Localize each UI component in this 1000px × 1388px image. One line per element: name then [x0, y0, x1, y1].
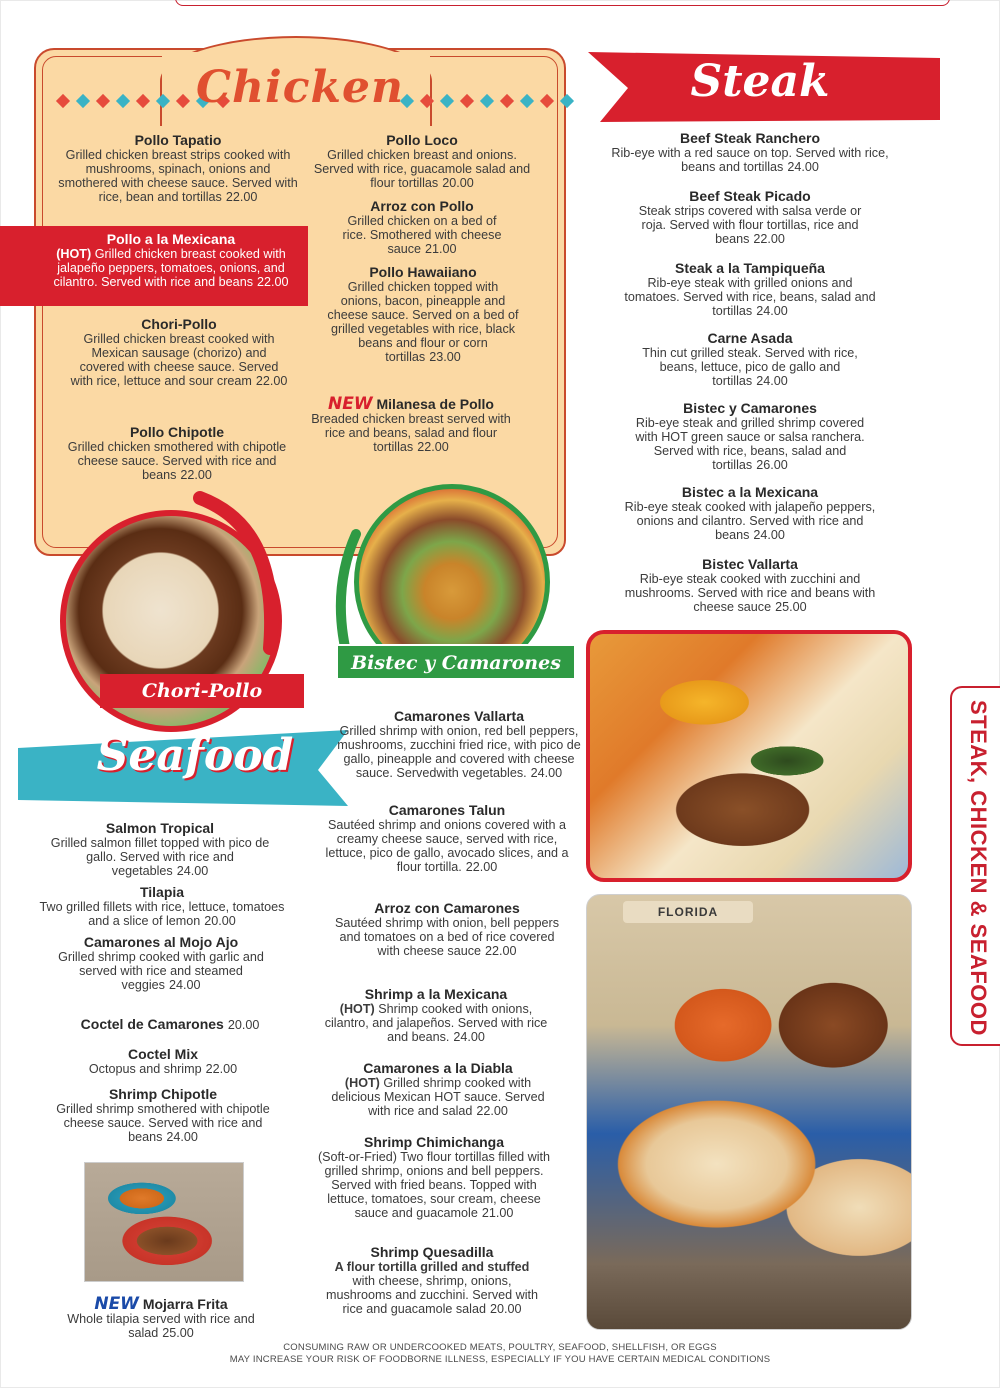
menu-item [50, 820, 270, 878]
item-name: Pollo a la Mexicana [106, 231, 236, 247]
item-price: 26.00 [756, 458, 788, 472]
menu-item [626, 188, 874, 246]
menu-item [334, 708, 584, 780]
item-price: 22.00 [753, 232, 785, 246]
item-desc: Grilled chicken on a bed of rice. Smothered with cheese sauce [342, 214, 502, 256]
menu-item [58, 1046, 268, 1076]
item-price: 21.00 [425, 242, 457, 256]
menu-item [50, 1086, 276, 1144]
item-name: Bistec y Camarones [683, 400, 817, 416]
new-badge: NEW [94, 1294, 139, 1314]
menu-item [56, 934, 266, 992]
item-desc: Grilled shrimp with onion, red bell peppers, mushrooms, zucchini fried rice, with pico de gallo, pineapple and covered with cheese sauce. Servedwith vegetables. [337, 724, 581, 780]
steak-photo [586, 630, 912, 882]
menu-item [626, 400, 874, 472]
item-name: Coctel de Camarones [80, 1016, 224, 1032]
item-name: Pollo Tapatio [134, 132, 222, 148]
item-price: 25.00 [162, 1326, 194, 1340]
item-desc: Grilled chicken breast cooked with Mexican sausage (chorizo) and covered with cheese sauce. Served with rice, lettuce and sour cream [70, 332, 279, 388]
menu-item [62, 424, 292, 482]
item-desc: Grilled shrimp cooked with garlic and served with rice and steamed veggies [58, 950, 264, 992]
item-desc: Rib-eye steak cooked with zucchini and mushrooms. Served with rice and beans with cheese sauce [624, 572, 876, 614]
item-name: NEW Mojarra Frita [94, 1294, 228, 1314]
item-name: Beef Steak Ranchero [679, 130, 821, 146]
item-price: 22.00 [257, 275, 289, 289]
chicken-title: Chicken [196, 62, 404, 113]
new-badge: NEW [328, 394, 373, 414]
menu-item [624, 330, 876, 388]
chori-pollo-label: Chori-Pollo [100, 674, 304, 708]
menu-item [324, 1060, 552, 1118]
item-name: Camarones al Mojo Ajo [83, 934, 239, 950]
item-desc: Thin cut grilled steak. Served with rice, beans, lettuce, pico de gallo and tortillas [642, 346, 858, 388]
item-price: 22.00 [205, 1062, 238, 1076]
disclaimer-line-2: MAY INCREASE YOUR RISK OF FOODBORNE ILLNESS, ESPECIALLY IF YOU HAVE CERTAIN MEDICAL CONDITIONS [229, 1354, 771, 1365]
item-price: 24.00 [756, 304, 788, 318]
item-desc: Steak strips covered with salsa verde or roja. Served with flour tortillas, rice and beans [638, 204, 862, 246]
item-price: 22.00 [476, 1104, 508, 1118]
item-price: 22.00 [225, 190, 258, 204]
menu-item [610, 130, 890, 174]
menu-item [46, 1296, 276, 1340]
item-name: Carne Asada [707, 330, 793, 346]
disclaimer [180, 1342, 820, 1366]
item-desc: Rib-eye steak and grilled shrimp covered with HOT green sauce or salsa ranchera. Served with rice, beans, salad and tortillas [635, 416, 865, 472]
item-name: Beef Steak Picado [689, 188, 811, 204]
item-desc: Rib-eye with a red sauce on top. Served with rice, beans and tortillas [611, 146, 889, 174]
item-name: Shrimp a la Mexicana [364, 986, 508, 1002]
item-desc: Grilled shrimp cooked with delicious Mexican HOT sauce. Served with rice and salad [331, 1076, 545, 1118]
item-name: Pollo Chipotle [129, 424, 225, 440]
item-price: 24.00 [753, 528, 785, 542]
menu-item [44, 231, 298, 289]
item-price: 25.00 [775, 600, 807, 614]
item-desc: with cheese, shrimp, onions, mushrooms and zucchini. Served with rice and guacamole salad [325, 1274, 539, 1316]
item-name: Steak a la Tampiqueña [675, 260, 825, 276]
item-name: Camarones a la Diabla [363, 1060, 513, 1076]
menu-item [340, 198, 504, 256]
disclaimer-line-1: CONSUMING RAW OR UNDERCOOKED MEATS, POULTRY, SEAFOOD, SHELLFISH, OR EGGS [283, 1342, 717, 1353]
item-price: 24.00 [530, 766, 563, 780]
menu-item [312, 132, 532, 190]
item-name: Bistec Vallarta [702, 556, 798, 572]
mojarra-photo [84, 1162, 244, 1282]
top-tab [175, 0, 950, 6]
item-price: 23.00 [429, 350, 461, 364]
menu-item [316, 986, 556, 1044]
item-price: 20.00 [204, 914, 236, 928]
menu-item [50, 1016, 290, 1032]
item-desc: Rib-eye steak with grilled onions and tomatoes. Served with rice, beans, salad and tortillas [624, 276, 876, 318]
tacos-photo [586, 894, 912, 1330]
red-chili-decoration [190, 488, 300, 658]
menu-item [620, 484, 880, 542]
section-tab-label: STEAK, CHICKEN & SEAFOOD [966, 700, 991, 1036]
item-price: 24.00 [787, 160, 819, 174]
item-name: Pollo Hawaiiano [369, 264, 477, 280]
item-price: 24.00 [756, 374, 788, 388]
item-name: Chori-Pollo [141, 316, 217, 332]
item-name: Bistec a la Mexicana [681, 484, 819, 500]
menu-item [302, 396, 520, 454]
menu-item [322, 1244, 542, 1316]
item-price: 22.00 [485, 944, 517, 958]
item-price: 22.00 [417, 440, 449, 454]
item-name: Shrimp Quesadilla [370, 1244, 494, 1260]
item-name: Salmon Tropical [105, 820, 215, 836]
item-desc: Grilled chicken topped with onions, bacon, pineapple and cheese sauce. Served on a bed of grilled vegetables with rice, black beans and flour or corn tortillas [327, 280, 519, 364]
hot-tag: (HOT) [344, 1076, 380, 1090]
item-name: Shrimp Chimichanga [363, 1134, 505, 1150]
item-desc: Grilled chicken breast cooked with jalapeño peppers, tomatoes, onions, and cilantro. Served with rice and beans [53, 247, 286, 289]
item-desc: Octopus and shrimp [88, 1062, 202, 1076]
item-name: Arroz con Pollo [370, 198, 474, 214]
item-price: 20.00 [442, 176, 474, 190]
menu-item [326, 264, 520, 364]
item-desc: Grilled chicken breast strips cooked with mushrooms, spinach, onions and smothered with cheese sauce. Served with rice, bean and tortillas [58, 148, 298, 204]
item-desc: Grilled shrimp smothered with chipotle cheese sauce. Served with rice and beans [56, 1102, 270, 1144]
item-name: Coctel Mix [127, 1046, 198, 1062]
item-desc: Sautéed shrimp with onion, bell peppers and tomatoes on a bed of rice covered with cheese sauce [334, 916, 560, 958]
item-desc: (Soft-or-Fried) Two flour tortillas filled with grilled shrimp, onions and bell peppers. Served with fried beans. Topped with lettuce, tomatoes, sour cream, cheese sauce and guacamole [317, 1150, 551, 1220]
item-price: 22.00 [465, 860, 498, 874]
menu-item [322, 802, 572, 874]
steak-title: Steak [690, 56, 830, 107]
item-price: 20.00 [490, 1302, 522, 1316]
item-price: 22.00 [255, 374, 288, 388]
item-price: 24.00 [168, 978, 201, 992]
menu-item [58, 132, 298, 204]
item-name: Arroz con Camarones [374, 900, 520, 916]
item-name: NEW Milanesa de Pollo [328, 394, 494, 414]
item-desc: Breaded chicken breast served with rice and beans, salad and flour tortillas [311, 412, 511, 454]
menu-item [332, 900, 562, 958]
item-name: Pollo Loco [386, 132, 458, 148]
item-desc: Grilled chicken breast and onions. Served with rice, guacamole salad and flour tortillas [313, 148, 531, 190]
item-name: Shrimp Chipotle [108, 1086, 218, 1102]
item-desc: Grilled salmon fillet topped with pico de gallo. Served with rice and vegetables [50, 836, 270, 878]
item-price: 20.00 [227, 1018, 260, 1032]
menu-item [622, 260, 878, 318]
item-name: Tilapia [139, 884, 185, 900]
green-leaf-decoration [326, 528, 366, 658]
section-tab[interactable] [950, 686, 1000, 1046]
menu-item [70, 316, 288, 388]
item-name: Camarones Vallarta [394, 708, 524, 724]
item-lead: A flour tortilla grilled and stuffed [334, 1260, 530, 1274]
item-price: 24.00 [176, 864, 209, 878]
item-price: 24.00 [453, 1030, 485, 1044]
hot-tag: (HOT) [339, 1002, 375, 1016]
bistec-camarones-label: Bistec y Camarones [336, 644, 576, 680]
item-price: 22.00 [180, 468, 212, 482]
item-desc: Rib-eye steak cooked with jalapeño peppers, onions and cilantro. Served with rice and beans [624, 500, 876, 542]
florida-sign: FLORIDA [623, 901, 753, 923]
item-name: Camarones Talun [388, 802, 506, 818]
menu-item [38, 884, 286, 928]
item-desc: Whole tilapia served with rice and salad [67, 1312, 255, 1340]
hot-tag: (HOT) [56, 247, 92, 261]
decorative-diamonds-right [402, 95, 572, 107]
item-price: 21.00 [481, 1206, 514, 1220]
item-desc: Sautéed shrimp and onions covered with a creamy cheese sauce, served with rice, lettuce, pico de gallo, avocado slices, and a flour tortilla. [325, 818, 569, 874]
seafood-title: Seafood [96, 730, 294, 781]
item-desc: Two grilled fillets with rice, lettuce, tomatoes and a slice of lemon [39, 900, 285, 928]
item-price: 24.00 [166, 1130, 198, 1144]
item-desc: Shrimp cooked with onions, cilantro, and jalapeños. Served with rice and beans. [324, 1002, 548, 1044]
item-desc: Grilled chicken smothered with chipotle cheese sauce. Served with rice and beans [67, 440, 287, 482]
menu-item [606, 556, 894, 614]
menu-item [316, 1134, 552, 1220]
